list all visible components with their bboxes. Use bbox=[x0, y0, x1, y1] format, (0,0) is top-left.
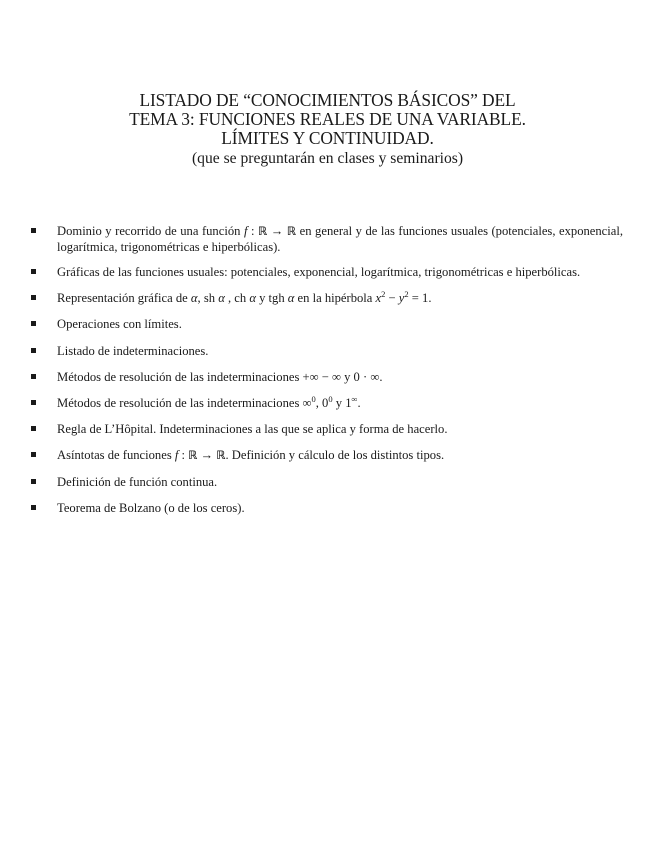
list-item-hyperbola bbox=[31, 290, 623, 306]
knowledge-list bbox=[31, 223, 623, 526]
list-item-continuity bbox=[31, 474, 623, 490]
bullet-icon bbox=[31, 269, 36, 274]
bullet-icon bbox=[31, 228, 36, 233]
bullet-icon bbox=[31, 400, 36, 405]
list-item-lhopital bbox=[31, 421, 623, 437]
bullet-icon bbox=[31, 348, 36, 353]
item-text: Asíntotas de funciones f : ℝ → ℝ. Definición y cálculo de los distintos tipos. bbox=[57, 448, 445, 463]
bullet-icon bbox=[31, 321, 36, 326]
list-item-asymptotes bbox=[31, 447, 623, 463]
item-text: Operaciones con límites. bbox=[57, 317, 182, 332]
list-item-domain bbox=[31, 223, 623, 255]
title-line-3: LÍMITES Y CONTINUIDAD. bbox=[221, 128, 434, 148]
list-item-indeterminations bbox=[31, 343, 623, 359]
item-text: Métodos de resolución de las indeterminaciones ∞$^0$, $0^0$ y 1∞. bbox=[57, 393, 361, 410]
bullet-icon bbox=[31, 426, 36, 431]
list-item-methods-1 bbox=[31, 369, 623, 385]
list-item-graphs bbox=[31, 264, 623, 280]
item-text: Representación gráfica de α, sh α , ch α y tgh α en la hipérbola $x^2 - y^2 = 1$. bbox=[57, 289, 432, 306]
item-text: Regla de L’Hôpital. Indeterminaciones a las que se aplica y forma de hacerlo. bbox=[57, 422, 448, 437]
item-text: Teorema de Bolzano (o de los ceros). bbox=[57, 500, 245, 515]
item-text: Dominio y recorrido de una función f : ℝ → ℝ en general y de las funciones usuales (potenciales, exponencial, logarítmica, trigonométricas e hiperbólicas). bbox=[57, 224, 624, 254]
list-item-bolzano bbox=[31, 500, 623, 516]
item-text: Métodos de resolución de las indeterminaciones +∞ − ∞ y 0 · ∞. bbox=[57, 369, 383, 384]
bullet-icon bbox=[31, 505, 36, 510]
bullet-icon bbox=[31, 479, 36, 484]
title-block bbox=[0, 91, 655, 168]
list-item-limit-operations bbox=[31, 316, 623, 332]
bullet-icon bbox=[31, 452, 36, 457]
item-text: Listado de indeterminaciones. bbox=[57, 343, 209, 358]
item-text: Definición de función continua. bbox=[57, 474, 218, 489]
bullet-icon bbox=[31, 374, 36, 379]
list-item-methods-2 bbox=[31, 395, 623, 411]
subtitle: (que se preguntarán en clases y seminarios) bbox=[191, 150, 464, 167]
item-text: Gráficas de las funciones usuales: potenciales, exponencial, logarítmica, trigonométricas e hiperbólicas. bbox=[57, 265, 581, 279]
title-line-2: TEMA 3: FUNCIONES REALES DE UNA VARIABLE. bbox=[129, 109, 526, 129]
title-line-1: LISTADO DE “CONOCIMIENTOS BÁSICOS” DEL bbox=[139, 90, 516, 110]
bullet-icon bbox=[31, 295, 36, 300]
